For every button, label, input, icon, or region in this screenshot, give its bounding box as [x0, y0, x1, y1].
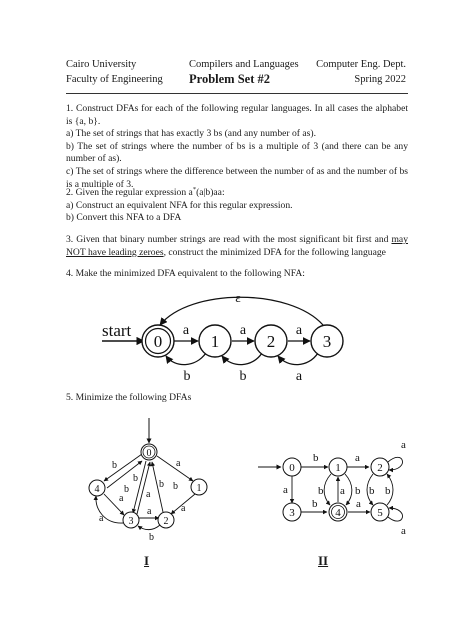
dfa-2-diagram — [250, 430, 440, 540]
question-3 — [66, 234, 408, 259]
dfa1-state-0 — [141, 444, 157, 460]
dfa2-loop-2 — [388, 457, 402, 470]
nfa-label-2-1: b — [239, 369, 247, 384]
nfa-edge-2-1 — [222, 353, 262, 365]
dfa2-state-0 — [283, 458, 301, 476]
dfa1-label-4-3: a — [119, 493, 124, 504]
dfa1-label-3-2: a — [147, 506, 152, 517]
q3-post: , construct the minimized DFA for the following language — [163, 246, 386, 258]
nfa-state-0 — [142, 325, 174, 357]
dfa1-edge-0-1 — [157, 456, 193, 481]
course-name: Compilers and Languages — [189, 59, 299, 70]
dfa2-label-2-5-left: b — [369, 485, 375, 497]
nfa-label-0-1: a — [182, 323, 190, 338]
dfa2-label-loop-5: a — [401, 525, 406, 537]
q3-pre: 3. Given that binary number strings are read with the most significant bit first and — [66, 234, 392, 245]
dfa2-state-4 — [329, 503, 347, 521]
dfa1-state-1 — [191, 479, 207, 495]
header-center — [189, 57, 299, 87]
nfa-state-3 — [311, 325, 343, 357]
q1-part-c: c) The set of strings where the difference between the number of as and the number of bs is a multiple of 3. — [66, 165, 408, 190]
dfa1-state-1-label: 1 — [196, 483, 202, 494]
nfa-label-1-0: b — [183, 369, 191, 384]
q2-intro-pre: 2. Given the regular expression a — [66, 187, 193, 198]
nfa-state-3-label: 3 — [322, 332, 332, 351]
document-title: Problem Set #2 — [189, 72, 271, 86]
dfa2-state-2-label: 2 — [377, 462, 383, 474]
q2-part-a: a) Construct an equivalent NFA for this regular expression. — [66, 199, 293, 211]
dfa2-label-4-5: a — [356, 498, 361, 510]
dfa1-state-3 — [123, 512, 139, 528]
q1-part-a: a) The set of strings that has exactly 3 bs (and any number of as). — [66, 128, 316, 140]
dfa2-label-3-4: b — [312, 498, 318, 510]
q3-text — [66, 234, 408, 259]
department-name: Computer Eng. Dept. — [316, 59, 406, 70]
dfa1-label-1-2b: b — [173, 481, 178, 492]
faculty-name: Faculty of Engineering — [66, 74, 163, 85]
nfa-state-1-label: 1 — [210, 332, 220, 351]
dfa-1-diagram — [0, 415, 200, 545]
dfa1-label-2-3: b — [149, 532, 154, 543]
dfa2-label-0-1: b — [313, 452, 319, 464]
q1-intro: 1. Construct DFAs for each of the following regular languages. In all cases the alphabet is {a, b}. — [66, 103, 408, 127]
dfa1-label-0-3: b — [133, 473, 138, 484]
dfa2-label-1-4-right: b — [355, 485, 361, 497]
nfa-label-3-2: a — [295, 369, 303, 384]
dfa2-state-3-label: 3 — [289, 507, 295, 519]
nfa-edge-3-2 — [278, 353, 318, 365]
dfa2-label-5-2-right: b — [385, 485, 391, 497]
dfa2-state-1 — [329, 458, 347, 476]
dfa1-state-2 — [158, 512, 174, 528]
dfa1-label-3-4: a — [99, 513, 104, 524]
nfa-state-1 — [199, 325, 231, 357]
nfa-state-0-label: 0 — [153, 332, 163, 351]
university-name: Cairo University — [66, 59, 137, 70]
dfa2-state-1-label: 1 — [335, 462, 341, 474]
dfa2-state-0-label: 0 — [289, 462, 295, 474]
dfa1-state-4 — [89, 480, 105, 496]
dfa1-label-0-4: b — [112, 460, 117, 471]
nfa-label-2-3: a — [295, 323, 303, 338]
q2-kleene-star: * — [192, 185, 197, 193]
dfa2-label-loop-2: a — [401, 439, 406, 451]
q2-part-b: b) Convert this NFA to a DFA — [66, 212, 182, 224]
dfa2-state-5 — [371, 503, 389, 521]
nfa-edge-epsilon — [160, 297, 323, 325]
dfa2-state-3 — [283, 503, 301, 521]
nfa-state-2-label: 2 — [266, 332, 276, 351]
dfa2-edge-1-4-left — [324, 474, 331, 505]
dfa2-state-4-label: 4 — [335, 507, 341, 519]
dfa1-state-0-label: 0 — [146, 448, 152, 459]
nfa-start-label: start — [102, 321, 132, 340]
q2-intro-post: (a|b)aa: — [196, 187, 225, 198]
dfa2-state-5-label: 5 — [377, 507, 383, 519]
nfa-epsilon-label: ε — [235, 290, 241, 305]
question-5 — [66, 392, 408, 405]
dfa1-state-2-label: 2 — [163, 516, 169, 527]
header-divider — [66, 93, 408, 94]
q3-underlined: may NOT have leading zeroes — [66, 234, 408, 258]
dfa2-label-1-4-left: b — [318, 485, 324, 497]
nfa-label-1-2: a — [239, 323, 247, 338]
question-2 — [66, 187, 408, 225]
header-left — [66, 57, 163, 87]
dfa-1-caption: I — [144, 553, 150, 568]
q5-text: 5. Minimize the following DFAs — [66, 392, 192, 403]
question-1 — [66, 103, 408, 191]
q2-intro — [66, 187, 408, 200]
dfa2-label-4-1: a — [340, 485, 345, 497]
dfa1-label-4-0: b — [124, 484, 129, 495]
dfa2-state-2 — [371, 458, 389, 476]
dfa-2-caption: II — [318, 553, 329, 568]
dfa1-label-0-1: a — [176, 458, 181, 469]
nfa-diagram — [0, 282, 474, 392]
dfa2-loop-5 — [388, 508, 402, 521]
dfa1-label-2-0: b — [159, 479, 164, 490]
q1-part-b: b) The set of strings where the number of bs is a multiple of 3 (and there can be any number of as). — [66, 140, 408, 165]
header-right — [316, 57, 406, 87]
dfa1-label-1-2: a — [181, 503, 186, 514]
semester: Spring 2022 — [354, 74, 406, 85]
dfa1-state-4-label: 4 — [94, 484, 100, 495]
dfa1-edge-2-3 — [138, 525, 160, 530]
dfa1-label-3-0: a — [146, 489, 151, 500]
dfa2-edge-1-4-right — [345, 474, 352, 505]
dfa1-state-3-label: 3 — [128, 516, 134, 527]
q4-text: 4. Make the minimized DFA equivalent to the following NFA: — [66, 268, 305, 279]
nfa-state-2 — [255, 325, 287, 357]
dfa2-label-1-2: a — [355, 452, 360, 464]
dfa2-label-0-3: a — [283, 484, 288, 496]
question-4 — [66, 268, 408, 281]
nfa-edge-1-0 — [166, 353, 206, 365]
